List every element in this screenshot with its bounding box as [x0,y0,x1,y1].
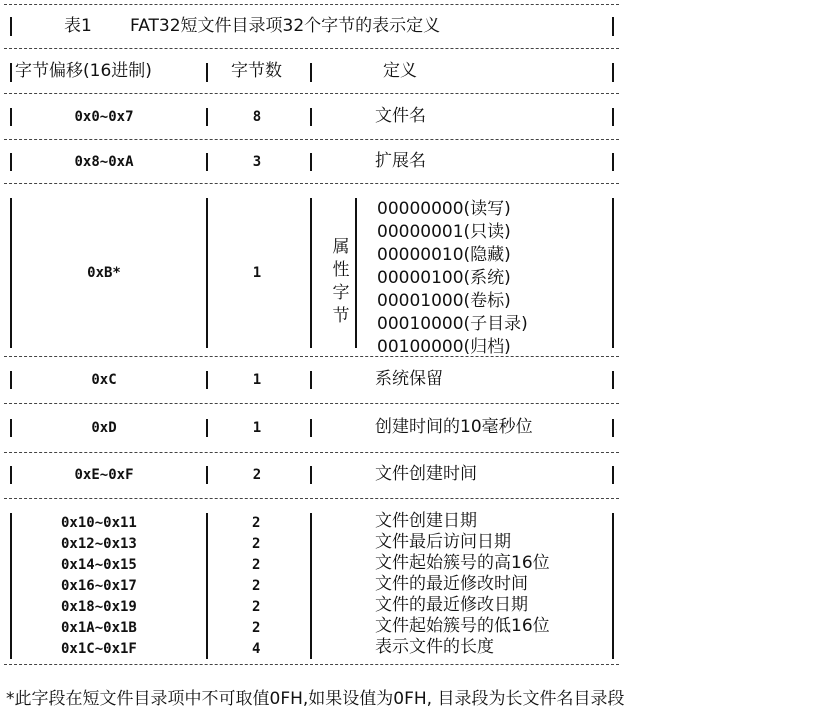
attr-values [377,198,528,359]
row-bytes: 1 [252,265,262,281]
border-left [10,153,12,171]
rule [4,139,619,140]
group-definitions [375,511,550,658]
group-byte: 2 [252,578,261,594]
group-offsets [61,513,137,660]
col-divider [310,198,312,348]
border-right [612,198,614,348]
rule [4,452,619,453]
col-divider [310,153,312,171]
row-bytes: 2 [252,467,262,483]
row-bytes: 1 [252,372,262,388]
header-bytes: 字节数 [231,61,282,81]
table-number: 表1 [64,16,92,36]
border-left [10,108,12,126]
border-right [612,466,614,484]
col-divider [310,108,312,126]
group-byte: 2 [252,557,261,573]
attr-label [331,236,351,328]
border-left [10,17,12,36]
group-definition: 文件起始簇号的高16位 [375,553,550,573]
col-divider [206,63,208,82]
group-definition: 表示文件的长度 [375,637,494,657]
border-left [10,371,12,389]
col-divider [206,513,208,659]
col-divider [310,371,312,389]
rule [4,183,619,184]
group-bytes [252,513,260,660]
row-offset: 0xC [91,372,117,388]
group-definition: 文件的最近修改时间 [375,574,528,594]
group-byte: 4 [252,641,261,657]
group-offset: 0x14~0x15 [61,557,137,573]
table-title: FAT32短文件目录项32个字节的表示定义 [130,16,441,36]
attr-value: 00001000(卷标) [377,291,511,311]
attr-value: 00000001(只读) [377,222,511,242]
row-definition: 文件创建时间 [375,464,477,484]
row-offset: 0xD [91,420,117,436]
border-right [612,17,614,36]
rule [4,93,619,94]
row-offset: 0x0~0x7 [74,109,134,125]
attr-label-char: 性 [332,260,350,280]
col-divider [310,466,312,484]
header-offset: 字节偏移(16进制) [15,61,152,81]
group-offset: 0x12~0x13 [61,536,137,552]
row-definition: 文件名 [375,106,426,126]
rule [4,664,619,665]
col-divider [206,466,208,484]
footnote: *此字段在短文件目录项中不可取值0FH,如果设值为0FH, 目录段为长文件名目录段 [6,689,625,709]
row-definition: 扩展名 [375,151,426,171]
col-divider [310,513,312,659]
border-right [612,371,614,389]
group-definition: 文件起始簇号的低16位 [375,616,550,636]
col-divider [206,108,208,126]
group-definition: 文件创建日期 [375,511,477,531]
group-definition: 文件最后访问日期 [375,532,511,552]
group-byte: 2 [252,599,261,615]
border-right [612,419,614,437]
border-left [10,419,12,437]
group-byte: 2 [252,515,261,531]
group-offset: 0x10~0x11 [61,515,137,531]
attr-value: 00000100(系统) [377,268,511,288]
attr-value: 00000010(隐藏) [377,245,511,265]
row-bytes: 3 [252,154,262,170]
group-definition: 文件的最近修改日期 [375,595,528,615]
row-bytes: 8 [252,109,262,125]
group-offset: 0x16~0x17 [61,578,137,594]
col-divider [206,153,208,171]
row-definition: 系统保留 [375,369,443,389]
attr-label-char: 节 [332,306,350,326]
border-left [10,63,12,82]
attr-value: 00000000(读写) [377,199,511,219]
border-right [612,153,614,171]
rule [4,4,619,5]
header-definition: 定义 [383,61,417,81]
group-offset: 0x1A~0x1B [61,620,137,636]
row-bytes: 1 [252,420,262,436]
group-byte: 2 [252,620,261,636]
attr-value: 00010000(子目录) [377,314,528,334]
group-offset: 0x1C~0x1F [61,641,137,657]
border-right [612,108,614,126]
col-divider [310,419,312,437]
group-offset: 0x18~0x19 [61,599,137,615]
rule [4,48,619,49]
rule [4,403,619,404]
attr-value: 00100000(归档) [377,337,511,357]
border-right [612,63,614,82]
attr-divider [355,198,357,348]
col-divider [206,419,208,437]
border-right [612,513,614,659]
border-left [10,198,12,348]
row-offset: 0xB* [87,265,121,281]
border-left [10,466,12,484]
col-divider [206,371,208,389]
rule [4,498,619,499]
attr-label-char: 字 [332,283,350,303]
col-divider [310,63,312,82]
row-offset: 0xE~0xF [74,467,134,483]
group-byte: 2 [252,536,261,552]
attr-label-char: 属 [332,237,350,257]
row-definition: 创建时间的10毫秒位 [375,417,533,437]
col-divider [206,198,208,348]
row-offset: 0x8~0xA [74,154,134,170]
border-left [10,513,12,659]
